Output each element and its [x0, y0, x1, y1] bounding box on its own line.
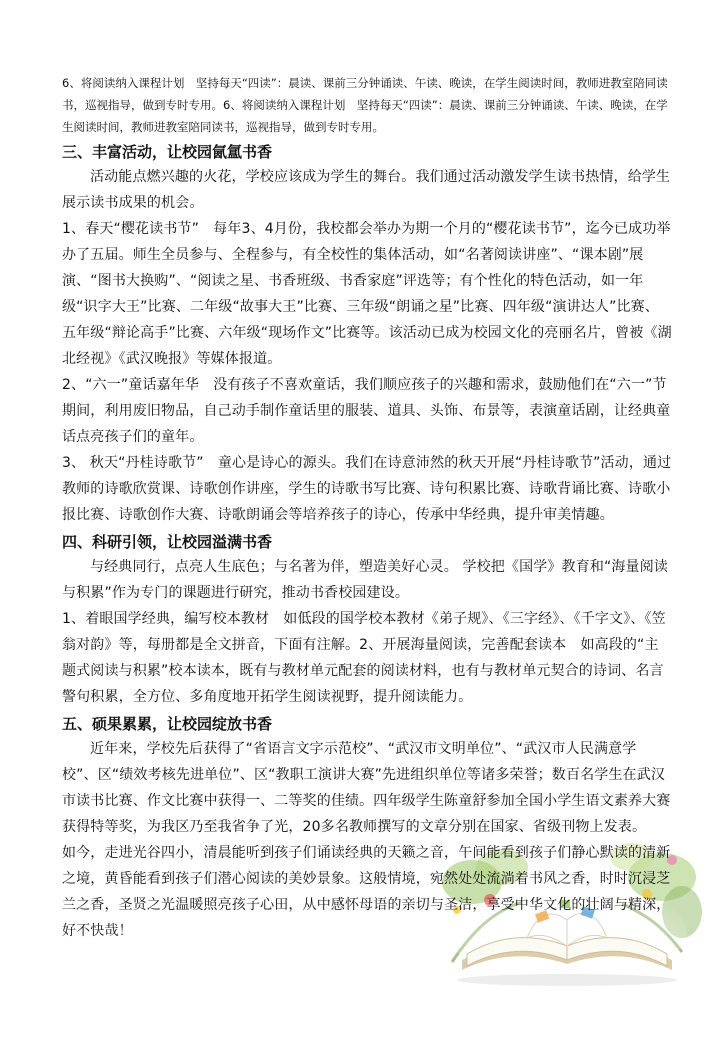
section-3-paragraph-3: 2、“六一”童话嘉年华 没有孩子不喜欢童话，我们顺应孩子的兴趣和需求，鼓励他们在“六一”节期间，利用废旧物品，自己动手制作童话里的服装、道具、头饰、布景等，表演童话剧，让经典童话点亮孩子们的童年。 — [62, 377, 671, 445]
section-5-heading: 五、硕果累累，让校园绽放书香 — [62, 715, 273, 733]
section-3-heading: 三、丰富活动，让校园氤氲书香 — [62, 143, 273, 161]
section-5-paragraph-2: 如今，走进光谷四小，清晨能听到孩子们诵读经典的天籁之音，午间能看到孩子们静心默读的清新之境，黄昏能看到孩子们潜心阅读的美妙景象。这般情境，宛然处处流淌着书风之香，时时沉浸芝兰之香，圣贤之光温暖照亮孩子心田，从中感怀母语的亲切与圣洁，享受中华文化的壮阔与精深，好不快哉！ — [62, 845, 671, 939]
document-page — [62, 72, 672, 944]
section-3-paragraph-1: 活动能点燃兴趣的火花，学校应该成为学生的舞台。我们通过活动激发学生读书热情，给学生展示读书成果的机会。 — [62, 169, 671, 211]
intro-paragraph: 6、将阅读纳入课程计划 坚持每天“四读”：晨读、课前三分钟诵读、午读、晚读，在学生阅读时间，教师进教室陪同读书，巡视指导，做到专时专用。6、将阅读纳入课程计划 坚持每天“四读”：晨读、课前三分钟诵读、午读、晚读，在学生阅读时间，教师进教室陪同读书，巡视指导，做到专时专用。 — [62, 76, 668, 134]
section-3-paragraph-4: 3、 秋天“丹桂诗歌节” 童心是诗心的源头。我们在诗意沛然的秋天开展“丹桂诗歌节”活动，通过教师的诗歌欣赏课、诗歌创作讲座，学生的诗歌书写比赛、诗句积累比赛、诗歌背诵比赛、诗歌小报比赛、诗歌创作大赛、诗歌朗诵会等培养孩子的诗心，传承中华经典，提升审美情趣。 — [62, 455, 672, 523]
section-4-paragraph-2: 1、着眼国学经典，编写校本教材 如低段的国学校本教材《弟子规》、《三字经》、《千字文》、《笠翁对韵》等，每册都是全文拼音，下面有注解。2、开展海量阅读，完善配套读本 如高段的“主题式阅读与积累”校本读本，既有与教材单元配套的阅读材料，也有与教材单元契合的诗词、名言警句积累，全方位、多角度地开拓学生阅读视野，提升阅读能力。 — [62, 611, 666, 705]
section-3-paragraph-2: 1、春天“樱花读书节” 每年3、4月份，我校都会举办为期一个月的“樱花读书节”，迄今已成功举办了五届。师生全员参与、全程参与，有全校性的集体活动，如“名著阅读讲座”、“课本剧”展演、“图书大换购”、“阅读之星、书香班级、书香家庭”评选等；有个性化的特色活动，如一年级“识字大王”比赛、二年级“故事大王”比赛、三年级“朗诵之星”比赛、四年级“演讲达人”比赛、五年级“辩论高手”比赛、六年级“现场作文”比赛等。该活动已成为校园文化的亮丽名片，曾被《湖北经视》《武汉晚报》等媒体报道。 — [62, 221, 672, 367]
section-4-paragraph-1: 与经典同行，点亮人生底色；与名著为伴，塑造美好心灵。 学校把《国学》教育和“海量阅读与积累”作为专门的课题进行研究，推动书香校园建设。 — [62, 559, 669, 601]
section-5-paragraph-1: 近年来，学校先后获得了“省语言文字示范校”、“武汉市文明单位”、“武汉市人民满意学校”、区“绩效考核先进单位”、区“教职工演讲大赛”先进组织单位等诸多荣誉；数百名学生在武汉市读书比赛、作文比赛中获得一、二等奖的佳绩。四年级学生陈童舒参加全国小学生语文素养大赛获得特等奖，为我区乃至我省争了光，20多名教师撰写的文章分别在国家、省级刊物上发表。 — [62, 741, 671, 835]
section-4-heading: 四、科研引领，让校园溢满书香 — [62, 533, 273, 551]
